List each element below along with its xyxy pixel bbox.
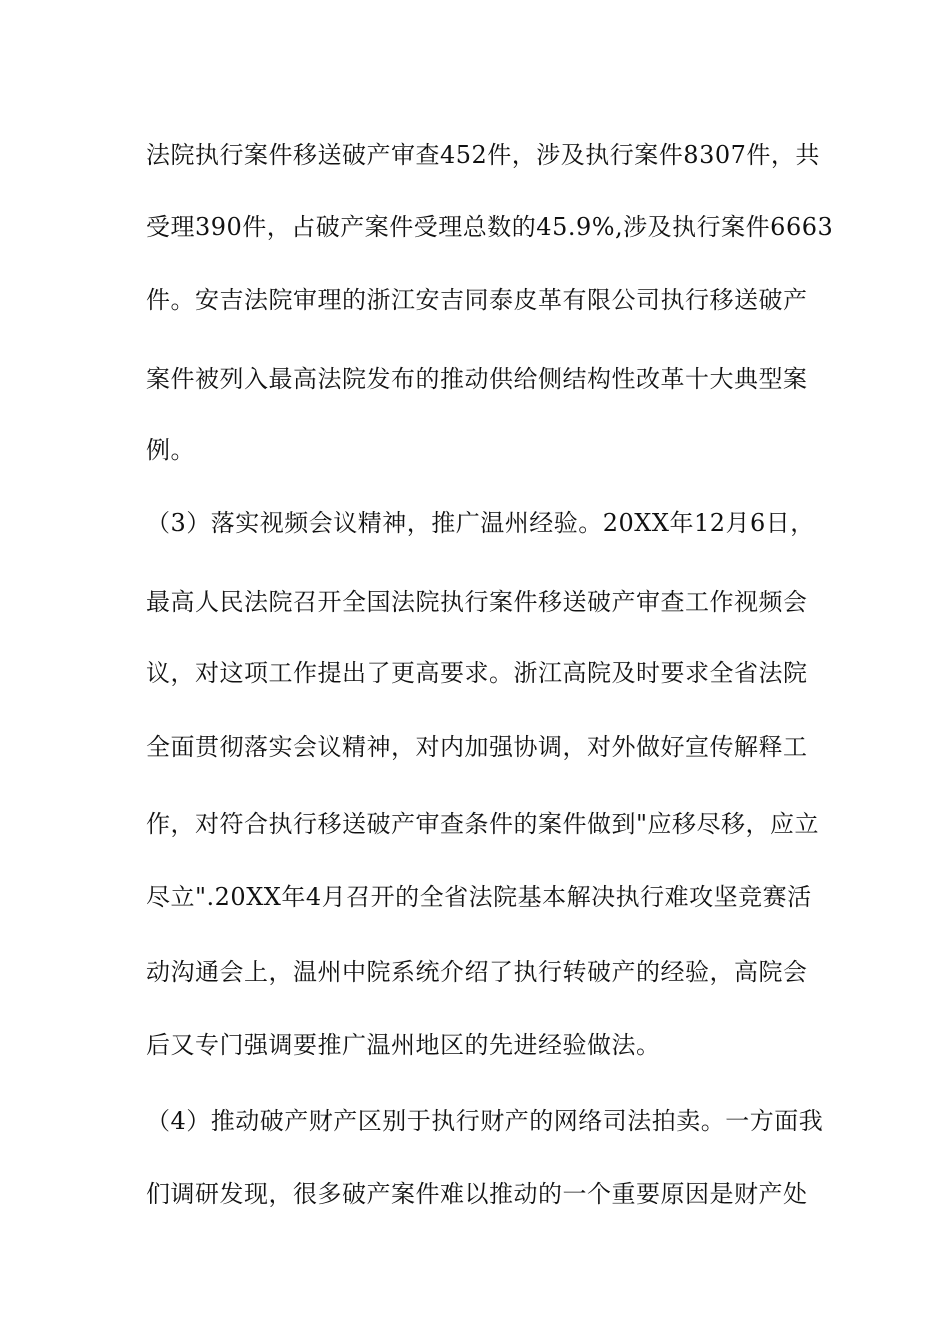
text-line: 尽立".20XX年4月召开的全省法院基本解决执行难攻坚竞赛活 (146, 883, 812, 911)
text-line: 动沟通会上，温州中院系统介绍了执行转破产的经验，高院会 (146, 958, 808, 986)
text-line: 受理390件，占破产案件受理总数的45.9%,涉及执行案件6663 (146, 213, 834, 241)
text-line: （4）推动破产财产区别于执行财产的网络司法拍卖。一方面我 (146, 1107, 824, 1135)
text-line: （3）落实视频会议精神，推广温州经验。20XX年12月6日， (146, 509, 815, 537)
text-line: 全面贯彻落实会议精神，对内加强协调，对外做好宣传解释工 (146, 733, 808, 761)
text-line: 议，对这项工作提出了更高要求。浙江高院及时要求全省法院 (146, 659, 808, 687)
text-line: 例。 (146, 436, 195, 464)
text-line: 法院执行案件移送破产审查452件，涉及执行案件8307件，共 (146, 141, 820, 169)
text-line: 案件被列入最高法院发布的推动供给侧结构性改革十大典型案 (146, 365, 808, 393)
text-line: 件。安吉法院审理的浙江安吉同泰皮革有限公司执行移送破产 (146, 286, 808, 314)
text-line: 作，对符合执行移送破产审查条件的案件做到"应移尽移，应立 (146, 810, 820, 838)
text-line: 们调研发现，很多破产案件难以推动的一个重要原因是财产处 (146, 1180, 808, 1208)
text-line: 最高人民法院召开全国法院执行案件移送破产审查工作视频会 (146, 588, 808, 616)
text-line: 后又专门强调要推广温州地区的先进经验做法。 (146, 1031, 661, 1059)
